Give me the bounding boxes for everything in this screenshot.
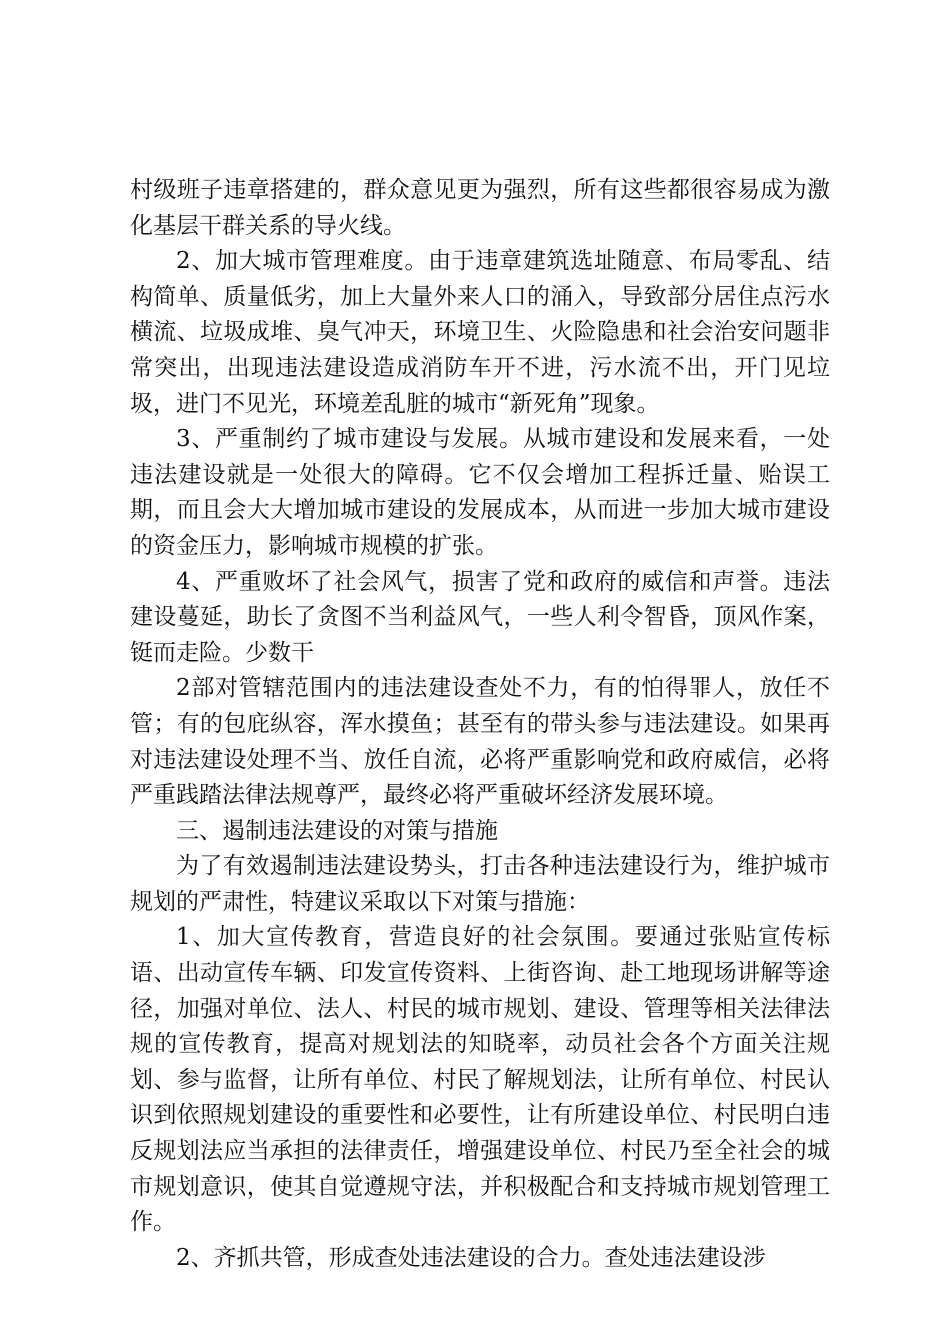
paragraph-measure-2: 2、齐抓共管，形成查处违法建设的合力。查处违法建设涉 — [176, 1244, 766, 1271]
paragraph-continuation: 村级班子违章搭建的，群众意见更为强烈，所有这些都很容易成为激化基层干群关系的导火线。 — [130, 177, 830, 239]
paragraph-intro: 为了有效遏制违法建设势头，打击各种违法建设行为，维护城市规划的严肃性，特建议采取以下对策与措施： — [130, 853, 830, 915]
document-body — [130, 173, 830, 1276]
paragraph-measure-1: 1、加大宣传教育，营造良好的社会氛围。要通过张贴宣传标语、出动宣传车辆、印发宣传资料、上街咨询、赴工地现场讲解等途径，加强对单位、法人、村民的城市规划、建设、管理等相关法律法规的宣传教育，提高对规划法的知晓率，动员社会各个方面关注规划、参与监督，让所有单位、村民了解规划法，让所有单位、村民认识到依照规划建设的重要性和必要性，让有所建设单位、村民明白违反规划法应当承担的法律责任，增强建设单位、村民乃至全社会的城市规划意识，使其自觉遵规守法，并积极配合和支持城市规划管理工作。 — [130, 924, 830, 1236]
section-heading-3: 三、遏制违法建设的对策与措施 — [176, 817, 498, 844]
paragraph-point-4-cont: 2部对管辖范围内的违法建设查处不力，有的怕得罪人，放任不管；有的包庇纵容，浑水摸鱼；甚至有的带头参与违法建设。如果再对违法建设处理不当、放任自流，必将严重影响党和政府威信，必将严重践踏法律法规尊严，最终必将严重破坏经济发展环境。 — [130, 675, 830, 809]
paragraph-point-4: 4、严重败坏了社会风气，损害了党和政府的威信和声誉。违法建设蔓延，助长了贪图不当利益风气，一些人利令智昏，顶风作案，铤而走险。少数干 — [130, 568, 830, 666]
paragraph-point-3: 3、严重制约了城市建设与发展。从城市建设和发展来看，一处违法建设就是一处很大的障碍。它不仅会增加工程拆迁量、贻误工期，而且会大大增加城市建设的发展成本，从而进一步加大城市建设的资金压力，影响城市规模的扩张。 — [130, 426, 830, 559]
paragraph-point-2: 2、加大城市管理难度。由于违章建筑选址随意、布局零乱、结构简单、质量低劣，加上大量外来人口的涌入，导致部分居住点污水横流、垃圾成堆、臭气冲天，环境卫生、火险隐患和社会治安问题非常突出，出现违法建设造成消防车开不进，污水流不出，开门见垃圾，进门不见光，环境差乱脏的城市“新死角”现象。 — [130, 248, 830, 417]
